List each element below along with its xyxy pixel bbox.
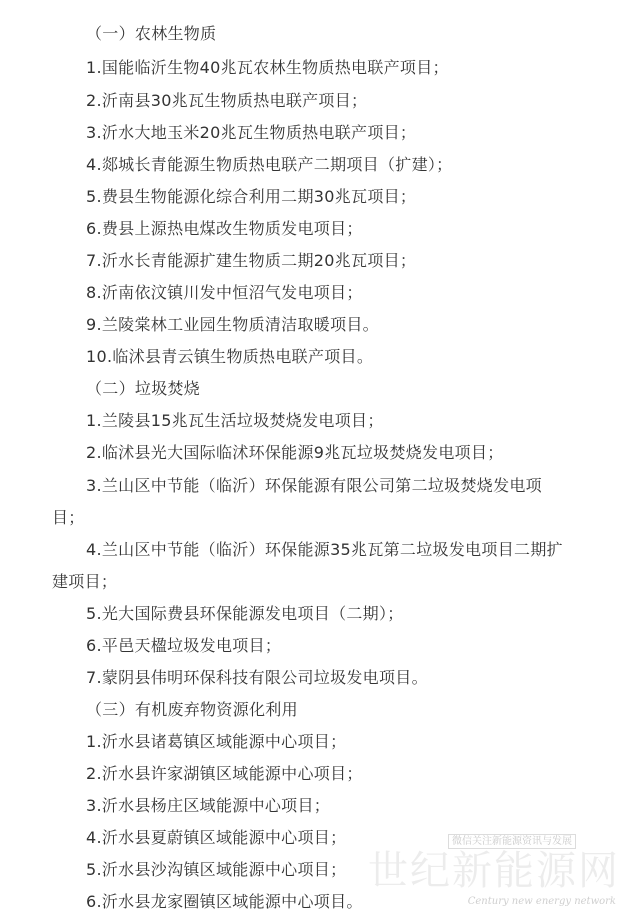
list-item: 8.沂南依汶镇川发中恒沼气发电项目； bbox=[86, 283, 363, 302]
list-item: 1.国能临沂生物40兆瓦农林生物质热电联产项目； bbox=[86, 58, 449, 77]
list-item: 1.兰陵县15兆瓦生活垃圾焚烧发电项目； bbox=[86, 411, 384, 430]
watermark-logo bbox=[368, 834, 620, 914]
list-item: 3.沂水县杨庄区域能源中心项目； bbox=[86, 796, 331, 815]
watermark-title: 世纪新能源网 bbox=[368, 848, 620, 894]
watermark-subtitle: Century new energy network bbox=[467, 896, 616, 907]
list-item: 4.沂水县夏蔚镇区域能源中心项目； bbox=[86, 828, 347, 847]
list-item: 6.沂水县龙家圈镇区域能源中心项目。 bbox=[86, 892, 363, 911]
section-heading: （三）有机废弃物资源化利用 bbox=[86, 700, 298, 719]
list-item-continuation: 建项目； bbox=[52, 572, 118, 591]
section-heading: （二）垃圾焚烧 bbox=[86, 379, 201, 398]
list-item-continuation: 目； bbox=[52, 508, 85, 527]
list-item: 2.沂水县许家湖镇区域能源中心项目； bbox=[86, 764, 363, 783]
list-item: 5.费县生物能源化综合利用二期30兆瓦项目； bbox=[86, 187, 417, 206]
list-item: 3.兰山区中节能（临沂）环保能源有限公司第二垃圾焚烧发电项 bbox=[86, 476, 542, 495]
list-item: 6.费县上源热电煤改生物质发电项目； bbox=[86, 219, 363, 238]
list-item: 6.平邑天楹垃圾发电项目； bbox=[86, 636, 282, 655]
list-item: 2.沂南县30兆瓦生物质热电联产项目； bbox=[86, 91, 368, 110]
watermark-tagline: 微信关注新能源资讯与发展 bbox=[448, 834, 576, 849]
list-item: 7.沂水长青能源扩建生物质二期20兆瓦项目； bbox=[86, 251, 417, 270]
list-item: 4.兰山区中节能（临沂）环保能源35兆瓦第二垃圾发电项目二期扩 bbox=[86, 540, 563, 559]
section-heading: （一）农林生物质 bbox=[86, 24, 217, 43]
list-item: 2.临沭县光大国际临沭环保能源9兆瓦垃圾焚烧发电项目； bbox=[86, 443, 504, 462]
list-item: 7.蒙阴县伟明环保科技有限公司垃圾发电项目。 bbox=[86, 668, 428, 687]
list-item: 4.郯城长青能源生物质热电联产二期项目（扩建）； bbox=[86, 155, 453, 174]
list-item: 5.沂水县沙沟镇区域能源中心项目； bbox=[86, 860, 347, 879]
list-item: 5.光大国际费县环保能源发电项目（二期）； bbox=[86, 604, 404, 623]
list-item: 1.沂水县诸葛镇区域能源中心项目； bbox=[86, 732, 347, 751]
list-item: 10.临沭县青云镇生物质热电联产项目。 bbox=[86, 347, 374, 366]
list-item: 3.沂水大地玉米20兆瓦生物质热电联产项目； bbox=[86, 123, 417, 142]
list-item: 9.兰陵棠林工业园生物质清洁取暖项目。 bbox=[86, 315, 379, 334]
